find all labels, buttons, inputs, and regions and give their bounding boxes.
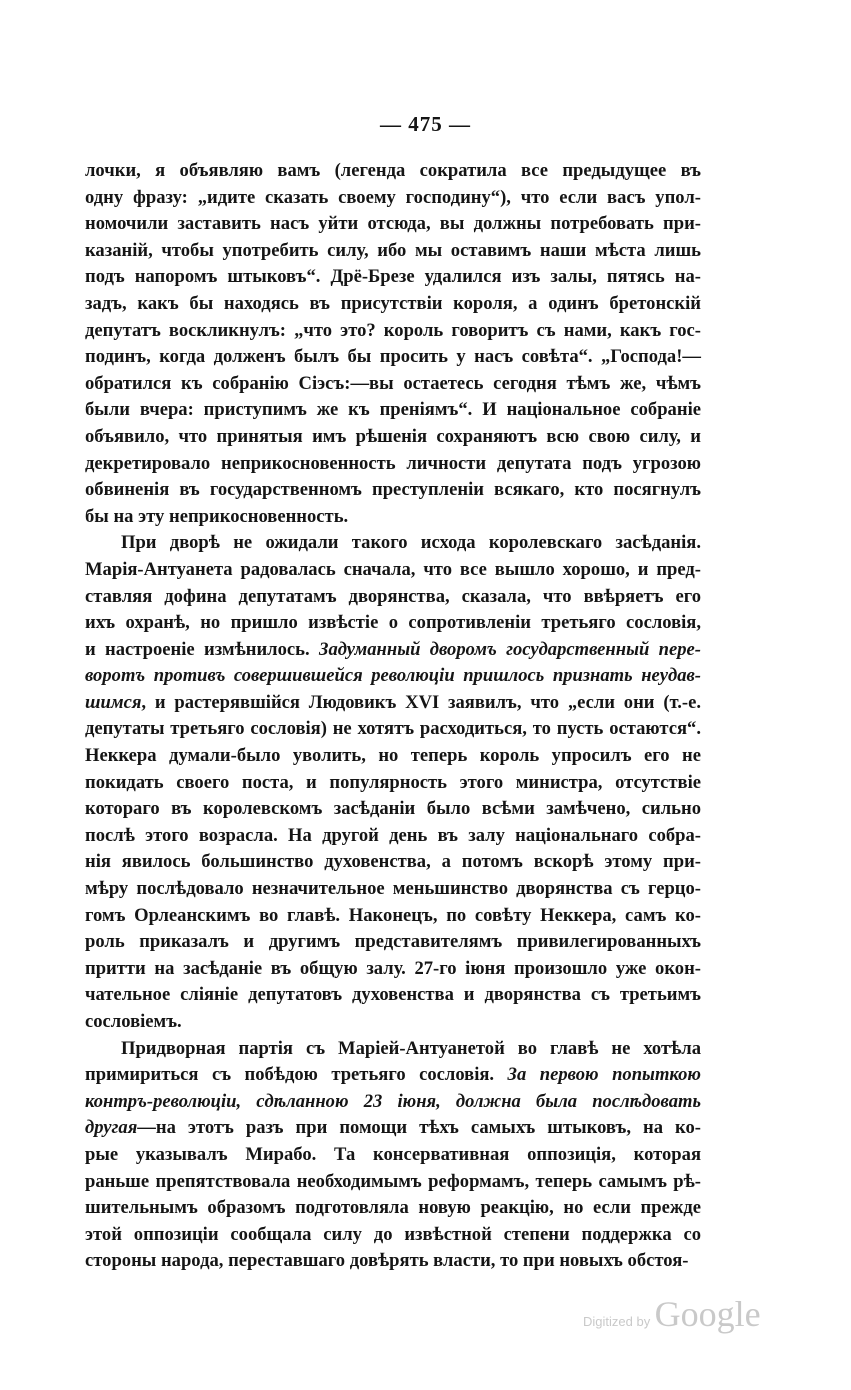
text-segment: задъ, какъ бы находясь въ присутствіи короля, а одинъ бретонскій	[85, 292, 701, 314]
text-line	[85, 584, 701, 611]
text-segment: , и растерявшійся Людовикъ XVI заявилъ, что „если они (т.-е.	[141, 691, 701, 713]
text-segment: раньше препятствовала необходимымъ реформамъ, теперь самымъ рѣ-	[85, 1170, 701, 1192]
text-line	[85, 929, 701, 956]
text-segment: подъ напоромъ штыковъ“. Дрё-Брезе удалился изъ залы, пятясь на-	[85, 266, 701, 288]
text-line	[85, 264, 701, 291]
text-segment: притти на засѣданіе въ общую залу. 27-го іюня произошло уже окон-	[85, 957, 701, 979]
text-line	[85, 823, 701, 850]
text-line	[85, 1195, 701, 1222]
text-segment: Придворная партія съ Маріей-Антуанетой во главѣ не хотѣла	[121, 1037, 701, 1059]
text-line	[85, 663, 701, 690]
text-segment: шительнымъ образомъ подготовляла новую реакцію, но если прежде	[85, 1197, 701, 1219]
text-segment: обратился къ собранію Сіэсъ:—вы остаетесь сегодня тѣмъ же, чѣмъ	[85, 372, 701, 394]
text-segment: номочили заставить насъ уйти отсюда, вы должны потребовать при-	[85, 213, 701, 235]
text-line	[85, 530, 701, 557]
text-segment: ихъ охранѣ, но пришло извѣстіе о сопротивленіи третьяго сословія,	[85, 612, 701, 634]
italic-text: другая	[85, 1117, 138, 1139]
text-segment: депутатъ воскликнулъ: „что это? король говоритъ съ нами, какъ гос-	[85, 319, 701, 341]
text-line	[85, 397, 701, 424]
text-line	[85, 903, 701, 930]
digitized-watermark	[583, 1293, 773, 1335]
text-line	[85, 477, 701, 504]
paragraph	[85, 158, 701, 530]
text-segment: чательное сліяніе депутатовъ духовенства и дворянства съ третьимъ	[85, 984, 701, 1006]
text-line	[85, 716, 701, 743]
italic-text: воротъ противъ совершившейся революціи пришлось признать неудав-	[85, 665, 701, 687]
text-line	[85, 424, 701, 451]
text-segment: Марія-Антуанета радовалась сначала, что все вышло хорошо, и пред-	[85, 558, 701, 580]
text-line	[85, 1169, 701, 1196]
text-line	[85, 876, 701, 903]
paragraph	[85, 1036, 701, 1275]
text-line	[85, 770, 701, 797]
watermark-prefix: Digitized by	[583, 1314, 651, 1329]
text-segment: При дворѣ не ожидали такого исхода королевскаго засѣданія.	[121, 532, 701, 554]
text-segment: покидать своего поста, и популярность этого министра, отсутствіе	[85, 771, 701, 793]
text-line	[85, 1089, 701, 1116]
text-line	[85, 1222, 701, 1249]
google-logo: Google	[654, 1294, 761, 1334]
text-line	[85, 158, 701, 185]
text-segment: этой оппозиціи сообщала силу до извѣстной степени поддержка со	[85, 1223, 701, 1245]
italic-text: контръ-революціи, сдѣланною 23 іюня, должна была послѣдовать	[85, 1090, 701, 1112]
page-number: — 475 —	[380, 112, 471, 136]
text-segment: ставляя дофина депутатамъ дворянства, сказала, что ввѣряетъ его	[85, 585, 701, 607]
text-segment: послѣ этого возрасла. На другой день въ залу національнаго собра-	[85, 824, 701, 846]
text-segment: бы на эту неприкосновенность.	[85, 505, 349, 527]
text-line	[85, 1115, 701, 1142]
text-segment: —на этотъ разъ при помощи тѣхъ самыхъ штыковъ, на ко-	[137, 1117, 701, 1139]
italic-text: За первою попыткою	[507, 1064, 701, 1086]
text-line	[85, 185, 701, 212]
text-line	[85, 238, 701, 265]
text-segment: подинъ, когда долженъ былъ бы просить у насъ совѣта“. „Господа!—	[85, 346, 701, 368]
text-line	[85, 371, 701, 398]
text-line	[85, 1062, 701, 1089]
text-segment: декретировало неприкосновенность личности депутата подъ угрозою	[85, 452, 701, 474]
text-line	[85, 796, 701, 823]
text-segment: обвиненія въ государственномъ преступленіи всякаго, кто посягнулъ	[85, 479, 701, 501]
text-segment: казаній, чтобы употребить силу, ибо мы оставимъ наши мѣста лишь	[85, 239, 701, 261]
text-segment: одну фразу: „идите сказать своему господину“), что если васъ упол-	[85, 186, 701, 208]
text-segment: были вчера: приступимъ же къ преніямъ“. И національное собраніе	[85, 399, 701, 421]
text-segment: Неккера думали-было уволить, но теперь король упросилъ его не	[85, 745, 701, 767]
text-segment: примириться съ побѣдою третьяго сословія.	[85, 1064, 508, 1086]
text-segment: лочки, я объявляю вамъ (легенда сократила все предыдущее въ	[85, 160, 701, 181]
text-line	[85, 690, 701, 717]
text-line	[85, 1009, 701, 1036]
text-segment: сословіемъ.	[85, 1011, 182, 1032]
paragraph	[85, 530, 701, 1035]
text-line	[85, 956, 701, 983]
text-segment: рые указывалъ Мирабо. Та консервативная оппозиція, которая	[85, 1143, 701, 1165]
text-segment: и настроеніе измѣнилось.	[85, 638, 319, 660]
text-segment: гомъ Орлеанскимъ во главѣ. Наконецъ, по совѣту Неккера, самъ ко-	[85, 904, 701, 926]
text-line	[85, 318, 701, 345]
text-line	[85, 1142, 701, 1169]
text-segment: стороны народа, переставшаго довѣрять власти, то при новыхъ обстоя-	[85, 1250, 689, 1272]
text-line	[85, 291, 701, 318]
text-line	[85, 610, 701, 637]
text-line	[85, 557, 701, 584]
text-line	[85, 1248, 701, 1275]
italic-text: Задуманный дворомъ государственный пере-	[318, 638, 701, 660]
text-line	[85, 211, 701, 238]
text-segment: котораго въ королевскомъ засѣданіи было всѣми замѣчено, сильно	[85, 798, 701, 820]
text-line	[85, 1036, 701, 1063]
text-line	[85, 504, 701, 531]
text-segment: депутаты третьяго сословія) не хотятъ расходиться, то пусть остаются“.	[85, 718, 701, 740]
text-line	[85, 451, 701, 478]
italic-text: шимся	[85, 691, 142, 713]
text-line	[85, 982, 701, 1009]
text-line	[85, 743, 701, 770]
text-line	[85, 637, 701, 664]
text-body	[85, 158, 701, 1275]
text-line	[85, 849, 701, 876]
text-segment: объявило, что принятыя имъ рѣшенія сохраняютъ всю свою силу, и	[85, 425, 701, 447]
text-segment: мѣру послѣдовало незначительное меньшинство дворянства съ герцо-	[85, 878, 701, 900]
text-line	[85, 344, 701, 371]
text-segment: роль приказалъ и другимъ представителямъ привилегированныхъ	[85, 931, 701, 953]
text-segment: нія явилось большинство духовенства, а потомъ вскорѣ этому при-	[85, 851, 701, 873]
